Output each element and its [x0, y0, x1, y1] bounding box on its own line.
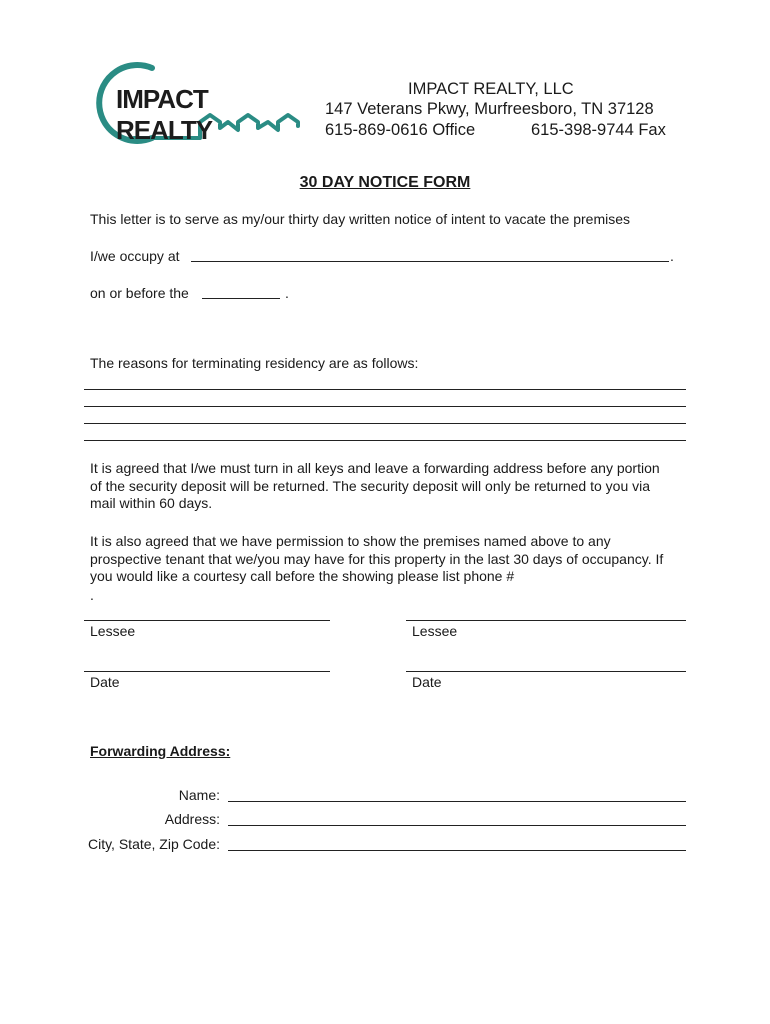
date-line-right[interactable]: [406, 671, 686, 672]
reason-line[interactable]: [84, 406, 686, 407]
forwarding-address-label: Address:: [164, 811, 220, 827]
reason-line[interactable]: [84, 423, 686, 424]
before-label: on or before the: [90, 285, 189, 301]
intro-text: This letter is to serve as my/our thirty day written notice of intent to vacate the premises: [90, 211, 631, 227]
occupy-period: .: [670, 248, 674, 264]
showing-phone-period: .: [90, 587, 94, 603]
forwarding-heading: Forwarding Address:: [90, 743, 231, 759]
company-address: 147 Veterans Pkwy, Murfreesboro, TN 37128: [325, 100, 654, 118]
date-label-left: Date: [90, 674, 120, 690]
occupy-address-line[interactable]: [191, 261, 669, 262]
reasons-label: The reasons for terminating residency are as follows:: [90, 355, 419, 371]
forwarding-name-label: Name:: [178, 787, 220, 803]
date-line-left[interactable]: [84, 671, 330, 672]
showing-paragraph: It is also agreed that we have permission to show the premises named above to any prospective tenant that we/you may have for this property in the last 30 days of occupancy. If you would like a courtesy call before the showing please list phone #: [90, 533, 664, 584]
date-label-right: Date: [412, 674, 442, 690]
reason-line[interactable]: [84, 389, 686, 390]
lessee-signature-line-left[interactable]: [84, 620, 330, 621]
before-period: .: [285, 285, 289, 301]
company-logo: [92, 60, 310, 146]
lessee-label-left: Lessee: [90, 623, 136, 639]
company-office-phone: 615-869-0616 Office: [325, 121, 476, 139]
lessee-label-right: Lessee: [412, 623, 458, 639]
lessee-signature-line-right[interactable]: [406, 620, 686, 621]
reason-line[interactable]: [84, 440, 686, 441]
forwarding-address-line[interactable]: [228, 825, 686, 826]
forwarding-city-line[interactable]: [228, 850, 686, 851]
form-title: 30 DAY NOTICE FORM: [299, 174, 471, 191]
company-name: IMPACT REALTY, LLC: [408, 80, 574, 98]
before-date-line[interactable]: [202, 298, 280, 299]
forwarding-name-line[interactable]: [228, 801, 686, 802]
keys-paragraph: It is agreed that I/we must turn in all keys and leave a forwarding address before any portion of the security deposit will be returned. The security deposit will only be returned to you via mail within 60 days.: [90, 460, 660, 511]
occupy-label: I/we occupy at: [90, 248, 180, 264]
forwarding-city-label: City, State, Zip Code:: [87, 836, 220, 852]
logo-wordmark: IMPACT REALTY: [116, 84, 213, 145]
company-fax: 615-398-9744 Fax: [531, 121, 666, 139]
